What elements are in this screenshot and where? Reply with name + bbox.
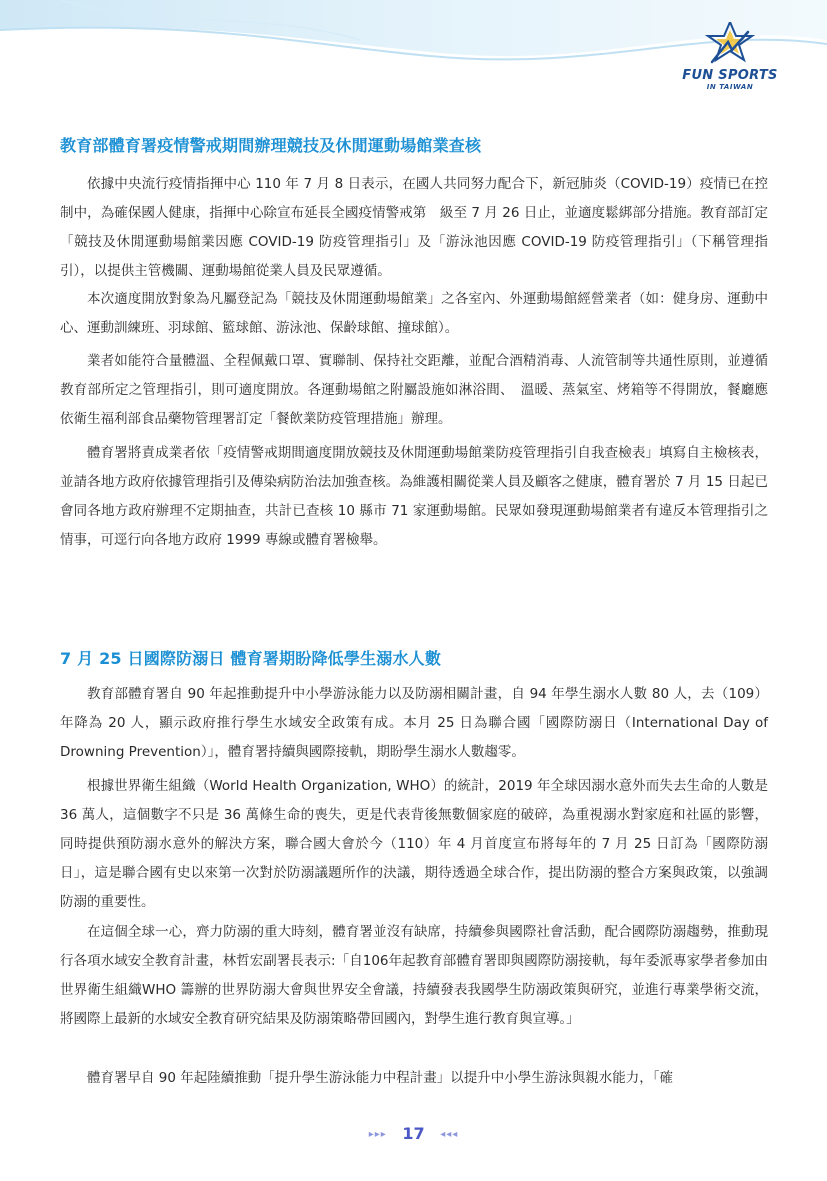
page-number: 17 (402, 1124, 425, 1143)
section2-paragraph-1: 教育部體育署自 90 年起推動提升中小學游泳能力以及防溺相關計畫，自 94 年學生溺水人數 80 人，去（109）年降為 20 人，顯示政府推行學生水域安全政策有成。本月 25 日為聯合國「國際防溺日（International Day of Drowning Prevention）」，體育署持續與國際接軌，期盼學生溺水人數趨零。 (60, 686, 768, 760)
section1-paragraph-3: 業者如能符合量體溫、全程佩戴口罩、實聯制、保持社交距離，並配合酒精消毒、人流管制等共通性原則，並遵循教育部所定之管理指引，則可適度開放。各運動場館之附屬設施如淋浴間、 溫暖、蒸氣室、烤箱等不得開放，餐廳應依衛生福利部食品藥物管理署訂定「餐飲業防疫管理措施」辦理。 (60, 353, 768, 427)
logo-text-in-taiwan: IN TAIWAN (706, 83, 754, 91)
section1-paragraph-2: 本次適度開放對象為凡屬登記為「競技及休閒運動場館業」之各室內、外運動場館經營業者（如：健身房、運動中心、運動訓練班、羽球館、籃球館、游泳池、保齡球館、撞球館）。 (60, 291, 768, 336)
section2-paragraph-3: 在這個全球一心，齊力防溺的重大時刻，體育署並沒有缺席，持續參與國際社會活動，配合國際防溺趨勢，推動現行各項水域安全教育計畫，林哲宏副署長表示:「自106年起教育部體育署即與國際防溺接軌，每年委派專家學者參加由世界衛生組織WHO 籌辦的世界防溺大會與世界安全會議，持續發表我國學生防溺政策與研究，並進行專業學術交流，將國際上最新的水域安全教育研究結果及防溺策略帶回國內，對學生進行教育與宣導。」 (60, 924, 768, 1027)
section1-title: 教育部體育署疫情警戒期間辦理競技及休閒運動場館業查核 (60, 136, 482, 155)
runner-star-icon (702, 22, 758, 66)
footer-right-arrows: ◂◂◂ (440, 1129, 459, 1140)
section1-paragraph-1: 依據中央流行疫情指揮中心 110 年 7 月 8 日表示，在國人共同努力配合下，新冠肺炎（COVID-19）疫情已在控制中，為確保國人健康，指揮中心除宣布延長全國疫情警戒第 級至 7 月 26 日止，並適度鬆綁部分措施。教育部訂定「競技及休閒運動場館業因應 COVID-19 防疫管理指引」及「游泳池因應 COVID-19 防疫管理指引」（下稱管理指引），以提供主管機關、運動場館從業人員及民眾遵循。 (60, 176, 768, 279)
footer-left-arrows: ▸▸▸ (368, 1129, 387, 1140)
section1-paragraph-4: 體育署將責成業者依「疫情警戒期間適度開放競技及休閒運動場館業防疫管理指引自我查檢表」填寫自主檢核表，並請各地方政府依據管理指引及傳染病防治法加強查核。為維護相關從業人員及顧客之健康，體育署於 7 月 15 日起已會同各地方政府辦理不定期抽查，共計已查核 10 縣市 71 家運動場館。民眾如發現運動場館業者有違反本管理指引之情事，可逕行向各地方政府 1999 專線或體育署檢舉。 (60, 445, 768, 548)
fun-sports-logo (680, 22, 780, 94)
logo-text-fun-sports: FUN SPORTS (682, 68, 778, 83)
page-footer (0, 1124, 827, 1143)
section2-title: 7 月 25 日國際防溺日 體育署期盼降低學生溺水人數 (60, 649, 442, 668)
section2-paragraph-4: 體育署早自 90 年起陸續推動「提升學生游泳能力中程計畫」以提升中小學生游泳與親水能力，「確 (87, 1070, 674, 1086)
section2-paragraph-2: 根據世界衛生組織（World Health Organization, WHO）的統計，2019 年全球因溺水意外而失去生命的人數是 36 萬人，這個數字不只是 36 萬條生命的喪失，更是代表背後無數個家庭的破碎，為重視溺水對家庭和社區的影響，同時提供預防溺水意外的解決方案，聯合國大會於今（110）年 4 月首度宣布將每年的 7 月 25 日訂為「國際防溺日」，這是聯合國有史以來第一次對於防溺議題所作的決議，期待透過全球合作，提出防溺的整合方案與政策，以強調防溺的重要性。 (60, 778, 768, 910)
